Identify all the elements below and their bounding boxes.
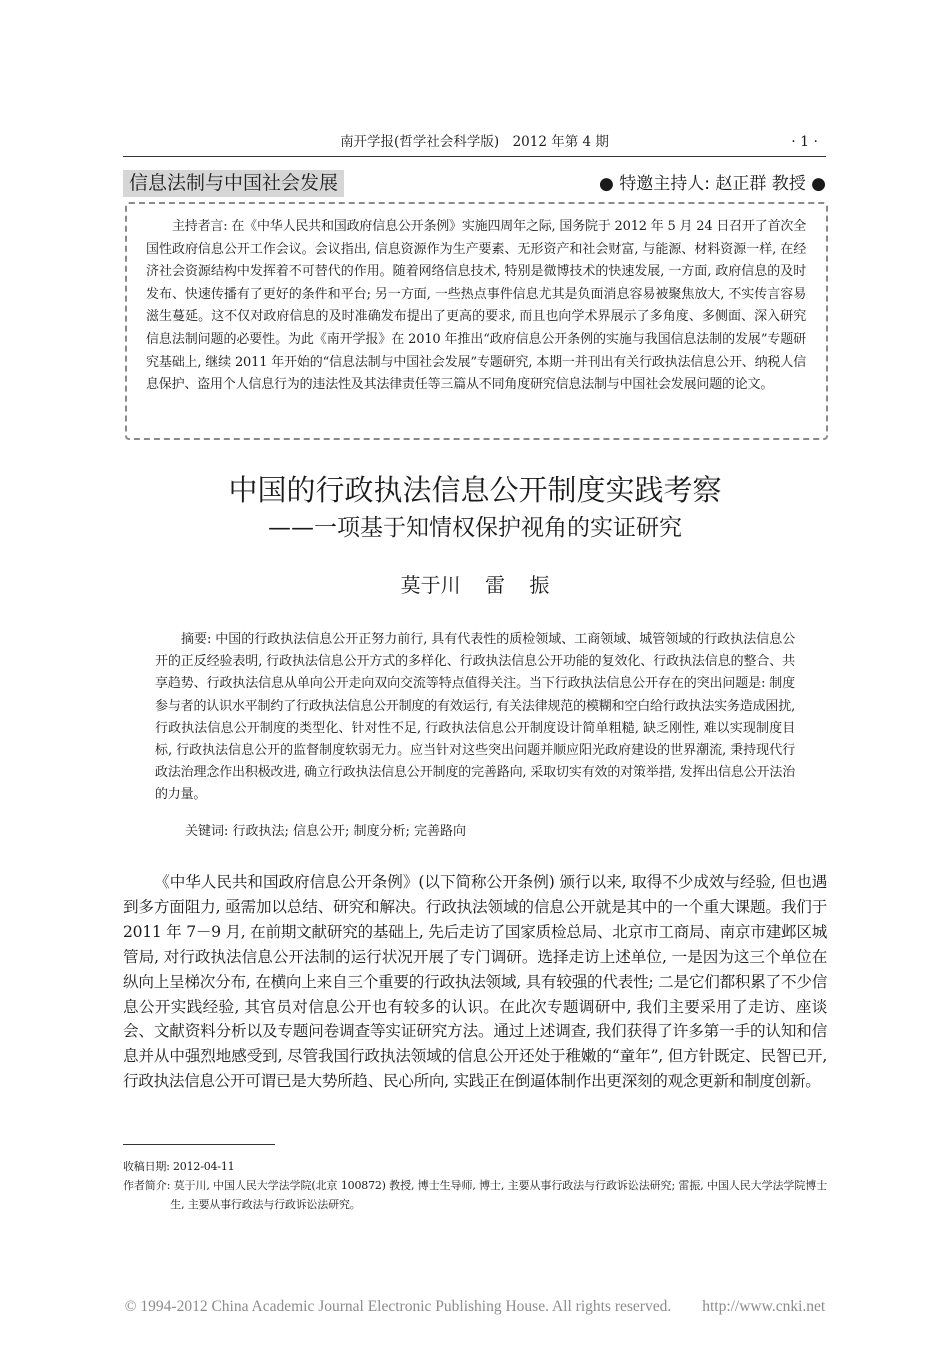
received-date: 收稿日期: 2012-04-11	[123, 1160, 235, 1173]
author-bio: 作者简介: 莫于川, 中国人民大学法学院(北京 100872) 教授, 博士生导师, 博士, 主要从事行政法与行政诉讼法研究; 雷振, 中国人民大学法学院博士生, 主要从事行政法与行政诉讼法研究。	[123, 1179, 827, 1211]
copyright-watermark: © 1994-2012 China Academic Journal Electronic Publishing House. All rights reserved. http://www.cnki.net	[124, 1298, 826, 1315]
article-subtitle: ——一项基于知情权保护视角的实证研究	[268, 515, 682, 541]
abstract: 摘要: 中国的行政执法信息公开正努力前行, 具有代表性的质检领域、工商领域、城管领域的行政执法信息公开的正反经验表明, 行政执法信息公开方式的多样化、行政执法信息公开功能的复效化、行政执法信息的整合、共享趋势、行政执法信息从单向公开走向双向交流等特点值得关注。当下行政执法信息公开存在的突出问题是: 制度参与者的认识水平制约了行政执法信息公开制度的有效运行, 有关法律规范的模糊和空白给行政执法实务造成困扰, 行政执法信息公开制度的类型化、针对性不足, 行政执法信息公开制度设计简单粗糙, 缺乏刚性, 难以实现制度目标, 行政执法信息公开的监督制度软弱无力。应当针对这些突出问题并顺应阳光政府建设的世界潮流, 秉持现代行政法治理念作出积极改进, 确立行政执法信息公开制度的完善路向, 采取切实有效的对策举措, 发挥出信息公开法治的力量。	[155, 632, 795, 803]
host-remarks: 主持者言: 在《中华人民共和国政府信息公开条例》实施四周年之际, 国务院于 2012 年 5 月 24 日召开了首次全国性政府信息公开工作会议。会议指出, 信息资源作为生产要素、无形资产和社会财富, 与能源、材料资源一样, 在经济社会资源结构中发挥着不可替代的作用。随着网络信息技术, 特别是微博技术的快速发展, 一方面, 政府信息的及时发布、快速传播有了更好的条件和平台; 另一方面, 一些热点事件信息尤其是负面消息容易被聚焦放大, 不实传言容易滋生蔓延。这不仅对政府信息的及时准确发布提出了更高的要求, 而且也向学术界展示了多角度、多侧面、深入研究信息法制问题的必要性。为此《南开学报》在 2010 年推出“政府信息公开条例的实施与我国信息法制的发展”专题研究基础上, 继续 2011 年开始的“信息法制与中国社会发展”专题研究, 本期一并刊出有关行政执法信息公开、纳税人信息保护、盗用个人信息行为的违法性及其法律责任等三篇从不同角度研究信息法制与中国社会发展问题的论文。	[146, 219, 806, 393]
body-paragraph: 《中华人民共和国政府信息公开条例》(以下简称公开条例) 颁行以来, 取得不少成效与经验, 但也遇到多方面阻力, 亟需加以总结、研究和解决。行政执法领域的信息公开就是其中的一个重大课题。我们于 2011 年 7－9 月, 在前期文献研究的基础上, 先后走访了国家质检总局、北京市工商局、南京市建邺区城管局, 对行政执法信息公开法制的运行状况开展了专门调研。选择走访上述单位, 一是因为这三个单位在纵向上呈梯次分布, 在横向上来自三个重要的行政执法领域, 具有较强的代表性; 二是它们都积累了不少信息公开实践经验, 其官员对信息公开也有较多的认识。在此次专题调研中, 我们主要采用了走访、座谈会、文献资料分析以及专题问卷调查等实证研究方法。通过上述调查, 我们获得了许多第一手的认知和信息并从中强烈地感受到, 尽管我国行政执法领域的信息公开还处于稚嫩的“童年”, 但方针既定、民智已开, 行政执法信息公开可谓已是大势所趋、民心所向, 实践正在倒逼体制作出更深刻的观念更新和制度创新。	[123, 873, 827, 1091]
footnotes	[123, 1157, 827, 1214]
page-number: · 1 ·	[791, 134, 818, 150]
footnote-divider	[123, 1144, 275, 1145]
column-title: 信息法制与中国社会发展	[123, 170, 344, 197]
guest-host: ● 特邀主持人: 赵正群 教授 ●	[598, 174, 826, 194]
article-title: 中国的行政执法信息公开制度实践考察	[228, 473, 722, 507]
running-head	[123, 132, 826, 157]
journal-issue-line: 南开学报(哲学社会科学版) 2012 年第 4 期	[340, 134, 609, 150]
article-authors: 莫于川 雷 振	[400, 573, 550, 597]
keywords: 关键词: 行政执法; 信息公开; 制度分析; 完善路向	[185, 824, 467, 839]
